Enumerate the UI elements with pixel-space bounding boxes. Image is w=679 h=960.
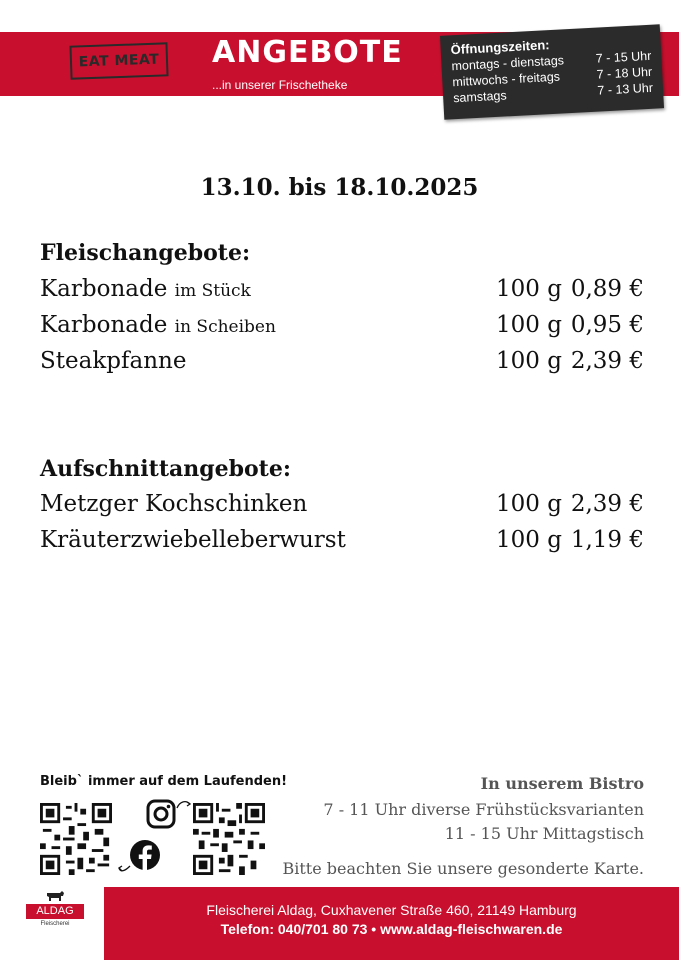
- offer-item: [40, 312, 644, 344]
- offer-item-price: 1,19 €: [570, 527, 644, 553]
- bistro-title: In unserem Bistro: [480, 774, 644, 793]
- bistro-breakfast: 7 - 11 Uhr diverse Frühstücksvarianten: [323, 800, 644, 819]
- section-title-meat: Fleischangebote:: [40, 240, 251, 266]
- offer-date-range: 13.10. bis 18.10.2025: [200, 174, 479, 201]
- opening-hours-time: 7 - 13 Uhr: [597, 80, 654, 98]
- offer-item: [40, 348, 644, 380]
- eat-meat-stamp: EAT MEAT: [69, 42, 168, 79]
- offer-item-name: Metzger Kochschinken: [40, 491, 308, 517]
- opening-hours-board: [440, 24, 664, 119]
- section-title-cold-cuts: Aufschnittangebote:: [40, 456, 291, 482]
- offer-item-name-wrap: [40, 312, 276, 338]
- cow-icon: [45, 890, 65, 902]
- footer-contact[interactable]: Telefon: 040/701 80 73 • www.aldag-fleischwaren.de: [220, 921, 563, 937]
- aldag-logo: [26, 890, 84, 950]
- opening-hours-days: mittwochs - freitags: [452, 69, 561, 90]
- bistro-lunch: 11 - 15 Uhr Mittagstisch: [444, 824, 644, 843]
- offer-item-name: Karbonade: [40, 276, 168, 302]
- instagram-qr-code[interactable]: [40, 803, 112, 875]
- offer-item-name: Karbonade: [40, 312, 168, 338]
- opening-hours-days: samstags: [452, 88, 508, 106]
- offer-item-price: 2,39 €: [570, 491, 644, 517]
- offer-item-name-wrap: [40, 276, 251, 302]
- offer-item-price: 0,95 €: [570, 312, 644, 338]
- offer-item-unit: 100 g: [496, 491, 562, 517]
- page-title: ANGEBOTE: [212, 35, 403, 70]
- facebook-qr-code[interactable]: [193, 803, 265, 875]
- footer-address: Fleischerei Aldag, Cuxhavener Straße 460, 21149 Hamburg: [206, 902, 577, 918]
- offer-item: [40, 491, 644, 523]
- opening-hours-days: montags - dienstags: [451, 53, 565, 74]
- offer-item-price: 0,89 €: [570, 276, 644, 302]
- social-heading: Bleib` immer auf dem Laufenden!: [40, 774, 288, 789]
- offer-item-name: Kräuterzwiebelleberwurst: [40, 527, 346, 553]
- page-subtitle: ...in unserer Frischetheke: [212, 78, 348, 92]
- offer-item-unit: 100 g: [496, 312, 562, 338]
- opening-hours-time: 7 - 18 Uhr: [596, 64, 653, 82]
- offer-item: [40, 276, 644, 308]
- offer-item-unit: 100 g: [496, 276, 562, 302]
- offer-item-name: Steakpfanne: [40, 348, 187, 374]
- offer-item: [40, 527, 644, 559]
- logo-text: ALDAG: [26, 904, 84, 919]
- offer-item-price: 2,39 €: [570, 348, 644, 374]
- offer-item-unit: 100 g: [496, 527, 562, 553]
- offer-item-detail: im Stück: [174, 281, 251, 301]
- logo-subtext: Fleischerei: [40, 921, 70, 927]
- instagram-icon[interactable]: [144, 798, 194, 832]
- offer-item-detail: in Scheiben: [174, 317, 276, 337]
- facebook-icon[interactable]: [116, 838, 166, 878]
- opening-hours-time: 7 - 15 Uhr: [595, 48, 652, 66]
- opening-hours-title: Öffnungszeiten:: [450, 37, 550, 58]
- bistro-note: Bitte beachten Sie unsere gesonderte Karte.: [282, 859, 644, 878]
- offer-item-unit: 100 g: [496, 348, 562, 374]
